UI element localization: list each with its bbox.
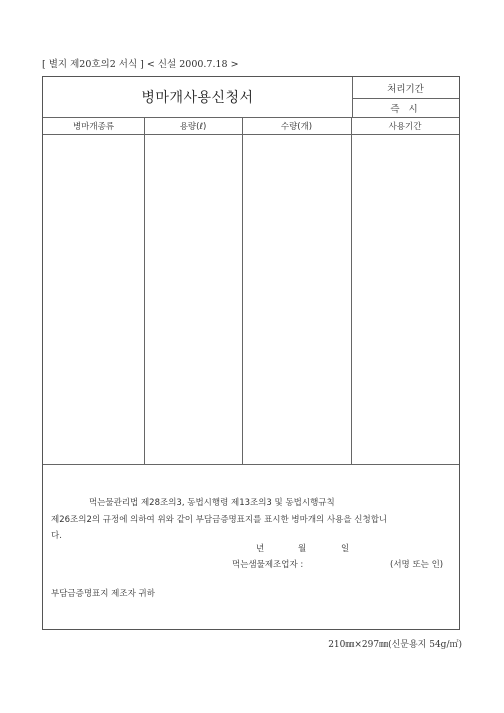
- cell-cap-type[interactable]: [43, 135, 144, 464]
- applicant-label: 먹는샘물제조업자 :: [232, 560, 304, 570]
- form-title: 병마개사용신청서: [141, 90, 254, 106]
- paper-spec-note: 210㎜×297㎜(신문용지 54g/㎡): [328, 640, 462, 650]
- cell-quantity[interactable]: [243, 135, 351, 464]
- date-day-label: 일: [341, 544, 350, 554]
- column-header-quantity: 수량(개): [280, 121, 313, 132]
- column-header-capacity: 용량(ℓ): [179, 121, 207, 132]
- processing-period-value: 즉 시: [390, 103, 421, 115]
- date-month-label: 월: [298, 544, 307, 554]
- column-header-cap-type: 병마개종류: [72, 121, 115, 132]
- column-header-usage-period: 사용기간: [388, 121, 422, 132]
- statement-line-3: 다.: [51, 531, 62, 541]
- statement-line-1: 먹는물관리법 제28조의3, 동법시행령 제13조의3 및 동법시행규칙: [89, 498, 335, 508]
- table-bottom-line: [43, 464, 459, 465]
- cell-usage-period[interactable]: [352, 135, 459, 464]
- processing-period-label: 처리기간: [387, 83, 424, 95]
- cell-capacity[interactable]: [145, 135, 242, 464]
- form-reference-note: [ 별지 제20호의2 서식 ] < 신설 2000.7.18 >: [42, 59, 239, 70]
- recipient-line: 부담금증명표지 제조자 귀하: [51, 589, 155, 599]
- date-year-label: 년: [256, 544, 265, 554]
- application-form: [42, 76, 460, 630]
- signature-label: (서명 또는 인): [390, 560, 444, 570]
- statement-line-2: 제26조의2의 규정에 의하여 위와 같이 부담금증명표지를 표시한 병마개의 사용을 신청합니: [51, 515, 388, 525]
